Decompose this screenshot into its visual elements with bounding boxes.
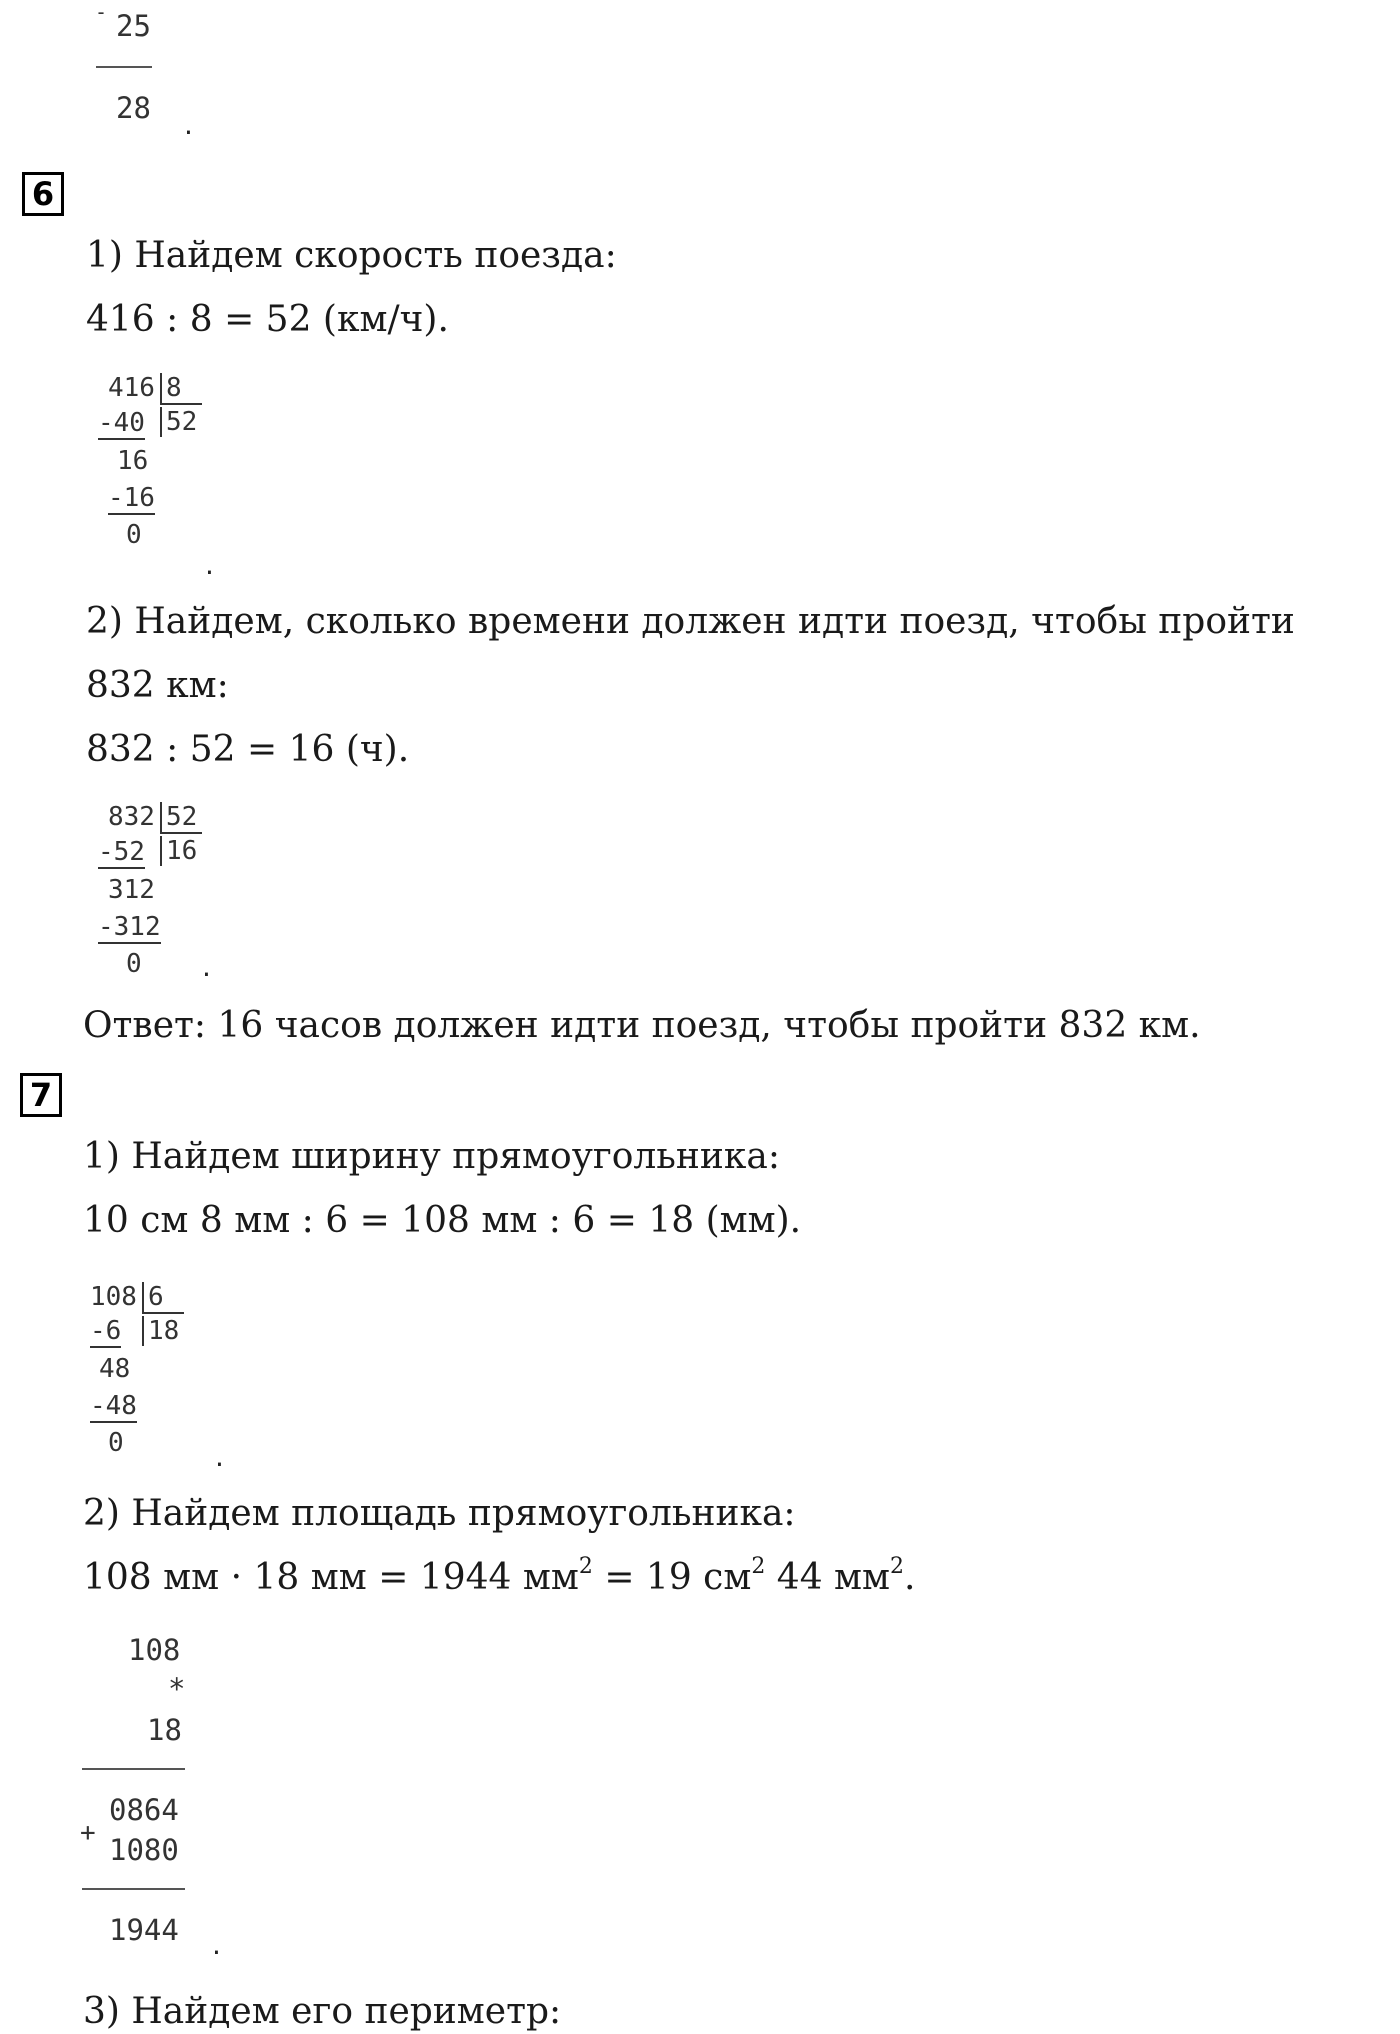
div1-dot: . [205, 548, 214, 581]
top-sub-line [96, 66, 152, 68]
div2-quotient: 16 [160, 836, 197, 866]
task6-step2-heading: 2) Найдем, сколько времени должен идти поезд, чтобы пройти [86, 601, 1295, 642]
eq-part-a: 108 мм · 18 мм = 1944 мм [83, 1557, 579, 1598]
div1-dividend: 416 [108, 373, 155, 403]
div1-subtract-2: -16 [108, 483, 155, 513]
eq-part-b: = 19 см [592, 1557, 752, 1598]
task6-step1-heading: 1) Найдем скорость поезда: [86, 235, 617, 276]
div3-remainder-1: 48 [99, 1354, 131, 1384]
div2-subtract-2: -312 [98, 912, 161, 942]
mult-partial-2: 1080 [109, 1833, 179, 1867]
task-number-7: 7 [20, 1073, 62, 1117]
top-difference: 28 [116, 91, 151, 125]
div2-dot: . [202, 950, 211, 983]
div1-subtract-1: -40 [98, 408, 145, 438]
div1-remainder-1: 16 [117, 446, 149, 476]
mult-factor-b: 18 [147, 1713, 182, 1747]
task6-step1-equation: 416 : 8 = 52 (км/ч). [86, 299, 449, 340]
div1-remainder-2: 0 [126, 520, 142, 550]
task7-step1-equation: 10 см 8 мм : 6 = 108 мм : 6 = 18 (мм). [83, 1200, 802, 1241]
div2-dividend: 832 [108, 802, 155, 832]
div1-quotient: 52 [160, 407, 197, 437]
task7-step2-equation [83, 1556, 916, 1600]
mult-line-2 [82, 1888, 185, 1890]
top-subtrahend: 25 [116, 9, 151, 43]
div2-remainder-1: 312 [108, 875, 155, 905]
task6-step2-heading-cont: 832 км: [86, 665, 229, 706]
div1-divisor: 8 [160, 373, 202, 405]
sup-2: 2 [751, 1554, 766, 1579]
task6-answer: Ответ: 16 часов должен идти поезд, чтобы пройти 832 км. [83, 1005, 1201, 1046]
task7-step1-heading: 1) Найдем ширину прямоугольника: [83, 1136, 780, 1177]
mult-operator: * [168, 1672, 186, 1706]
div2-remainder-2: 0 [126, 949, 142, 979]
div2-subtract-1: -52 [98, 837, 145, 867]
mult-line-1 [82, 1768, 185, 1770]
div3-divisor: 6 [142, 1282, 184, 1314]
eq-end: . [904, 1557, 916, 1598]
div3-subtract-1: -6 [90, 1316, 122, 1346]
task-number-6: 6 [22, 172, 64, 216]
div3-dividend: 108 [90, 1282, 137, 1312]
sup-1: 2 [578, 1554, 593, 1579]
div3-subtract-2: -48 [90, 1391, 137, 1421]
task6-step2-equation: 832 : 52 = 16 (ч). [86, 729, 410, 770]
mult-plus: + [80, 1818, 96, 1848]
div2-divisor: 52 [160, 802, 202, 834]
eq-part-c: 44 мм [765, 1557, 891, 1598]
mult-result: 1944 [109, 1913, 179, 1947]
top-minus-sign: - [95, 0, 108, 24]
mult-partial-1: 0864 [109, 1793, 179, 1827]
task7-step3-heading: 3) Найдем его периметр: [83, 1991, 562, 2032]
div3-quotient: 18 [142, 1316, 179, 1346]
div3-dot: . [215, 1440, 224, 1473]
top-sub-dot: . [184, 108, 193, 141]
mult-dot: . [212, 1928, 221, 1961]
mult-factor-a: 108 [128, 1633, 181, 1667]
task7-step2-heading: 2) Найдем площадь прямоугольника: [83, 1493, 796, 1534]
div3-remainder-2: 0 [108, 1428, 124, 1458]
sup-3: 2 [890, 1554, 905, 1579]
